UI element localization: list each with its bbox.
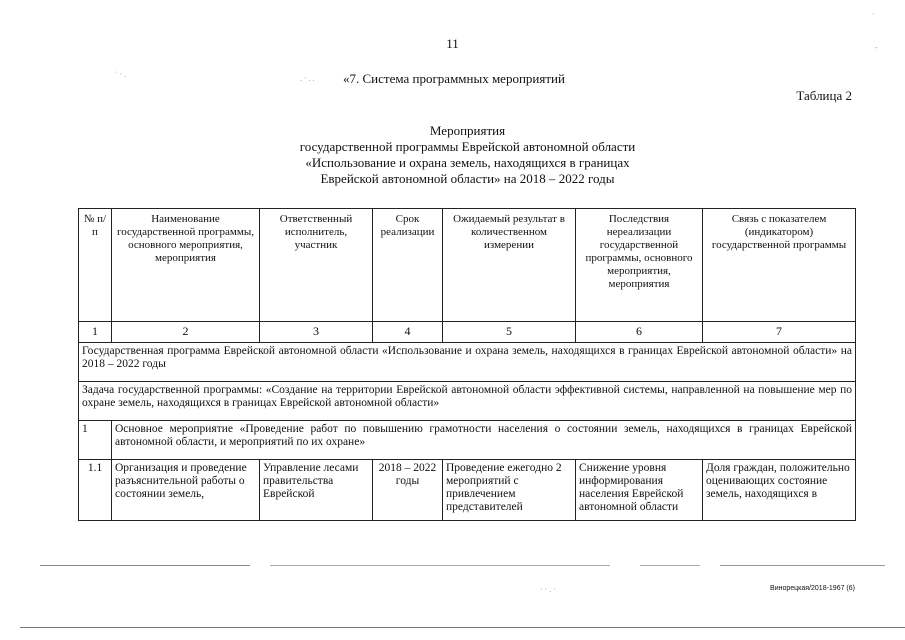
scan-artifact-line <box>640 565 700 566</box>
table-caption: Таблица 2 <box>796 88 852 103</box>
column-number: 4 <box>373 322 443 343</box>
heading-line: Еврейской автономной области» на 2018 – 2022 годы <box>320 171 615 186</box>
scan-artifact-line <box>40 565 250 566</box>
scan-speck: . · . . <box>300 74 315 83</box>
section-title: «7. Система программных мероприятий <box>343 71 565 86</box>
header-cell-result: Ожидаемый результат в количественном измерении <box>443 209 576 322</box>
page-bottom-line <box>20 627 905 628</box>
heading-line: «Использование и охрана земель, находящихся в границах <box>305 155 630 170</box>
program-title-cell: Государственная программа Еврейской автономной области «Использование и охрана земель, находящихся в границах Еврейской автономной области» на 2018 – 2022 годы <box>79 343 856 382</box>
table-header-row <box>79 209 856 322</box>
program-activities-table <box>78 208 856 521</box>
activity-row <box>79 460 856 521</box>
activity-period: 2018 – 2022 годы <box>373 460 443 521</box>
scan-artifact-line <box>270 565 610 566</box>
activity-result: Проведение ежегодно 2 мероприятий с привлечением представителей <box>443 460 576 521</box>
activity-number: 1.1 <box>79 460 112 521</box>
document-heading <box>200 123 735 187</box>
column-number: 6 <box>576 322 703 343</box>
column-number-row <box>79 322 856 343</box>
activity-executor: Управление лесами правительства Еврейской <box>260 460 373 521</box>
scan-speck: · · . · <box>540 585 556 594</box>
column-number: 1 <box>79 322 112 343</box>
header-cell-consequence: Последствия нереализации государственной программы, основного мероприятия, мероприятия <box>576 209 703 322</box>
header-cell-number: № п/п <box>79 209 112 322</box>
footer-code: Винорецкая/2018-1967 (6) <box>770 585 855 592</box>
page-number: 11 <box>446 36 459 51</box>
column-number: 5 <box>443 322 576 343</box>
scan-speck: - <box>875 43 878 52</box>
main-activity-row <box>79 421 856 460</box>
scan-speck: · <box>872 10 875 19</box>
task-cell: Задача государственной программы: «Создание на территории Еврейской автономной области эффективной системы, направленной на повышение мер по охране земель, находящихся в границах Еврейской автономной области» <box>79 382 856 421</box>
program-row <box>79 343 856 382</box>
scan-artifact-line <box>720 565 885 566</box>
column-number: 7 <box>703 322 856 343</box>
column-number: 3 <box>260 322 373 343</box>
header-cell-executor: Ответственный исполнитель, участник <box>260 209 373 322</box>
heading-line: Мероприятия <box>429 123 506 138</box>
header-cell-period: Срок реализации <box>373 209 443 322</box>
header-cell-name: Наименование государственной программы, основного мероприятия, мероприятия <box>112 209 260 322</box>
scan-speck: ˙ · . <box>115 70 127 79</box>
header-cell-indicator: Связь с показателем (индикатором) государственной программы <box>703 209 856 322</box>
task-row <box>79 382 856 421</box>
column-number: 2 <box>112 322 260 343</box>
main-activity-text: Основное мероприятие «Проведение работ по повышению грамотности населения о состоянии земель, находящихся в границах Еврейской автономной области, и мероприятий по их охране» <box>112 421 856 460</box>
activity-indicator: Доля граждан, положительно оценивающих состояние земель, находящихся в <box>703 460 856 521</box>
activity-consequence: Снижение уровня информирования населения Еврейской автономной области <box>576 460 703 521</box>
main-activity-number: 1 <box>79 421 112 460</box>
heading-line: государственной программы Еврейской автономной области <box>299 139 636 154</box>
activity-name: Организация и проведение разъяснительной работы о состоянии земель, <box>112 460 260 521</box>
